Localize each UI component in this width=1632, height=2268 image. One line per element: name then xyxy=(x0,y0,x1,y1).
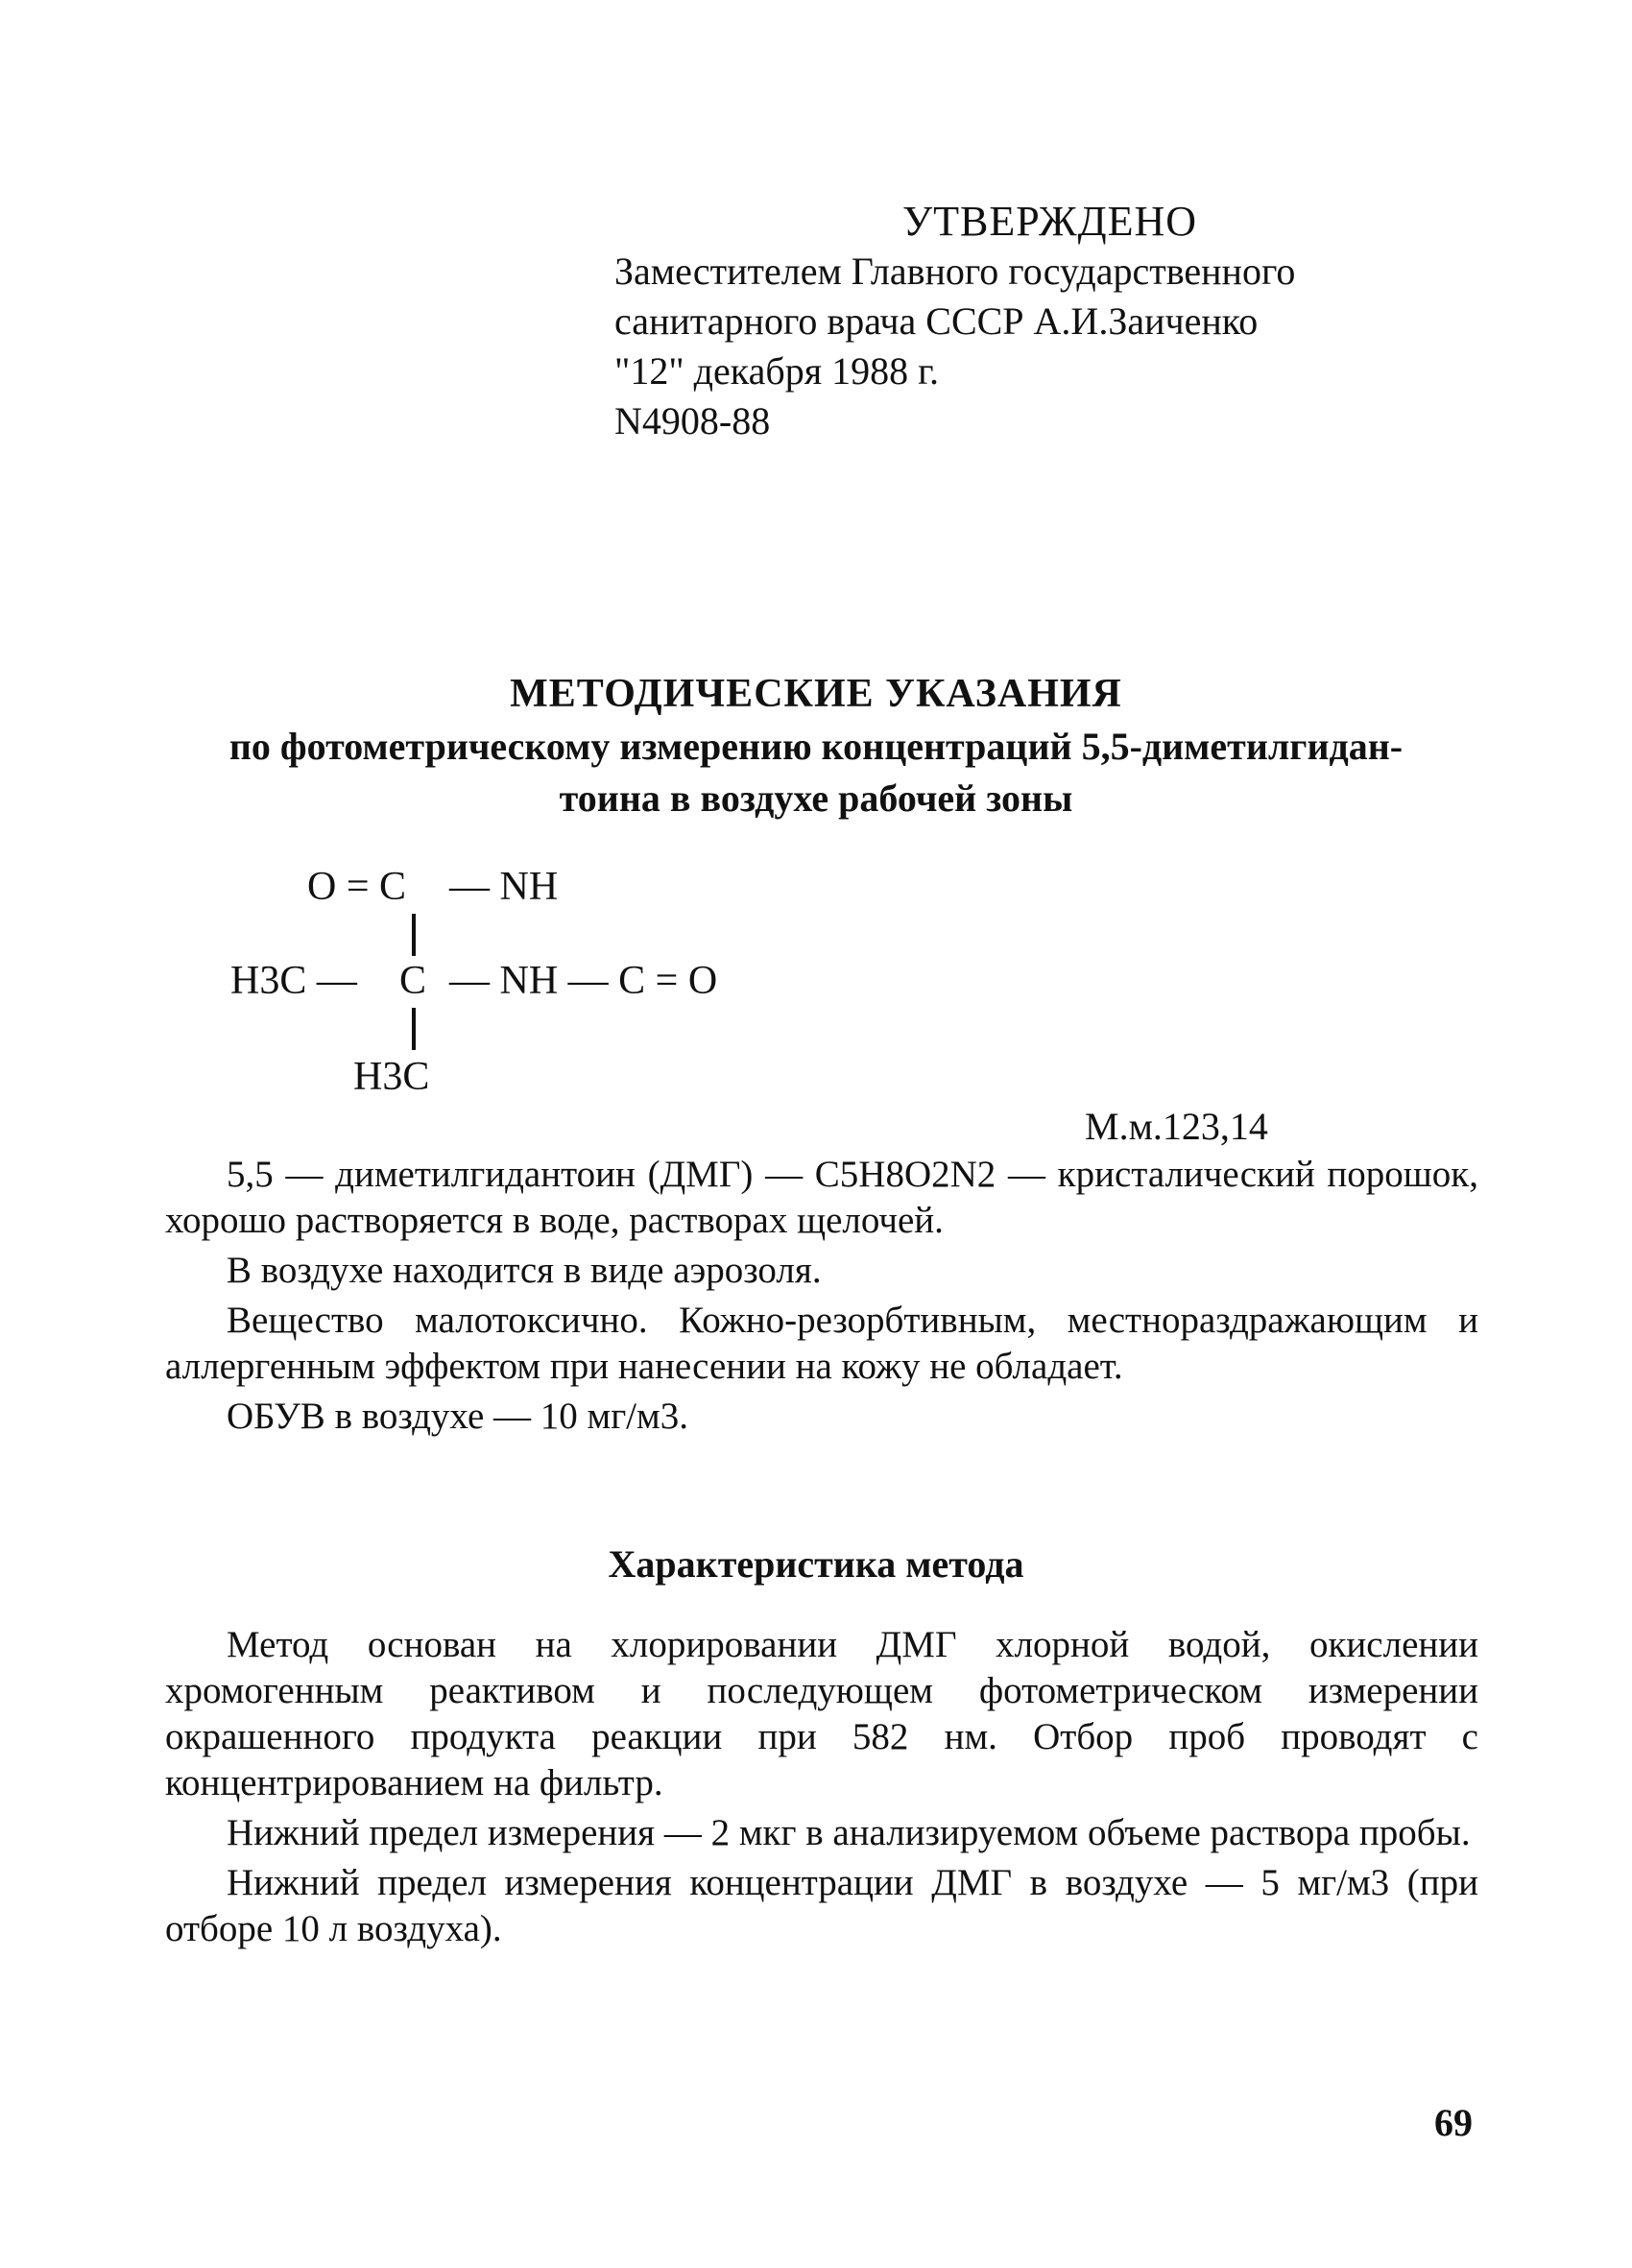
paragraph: Нижний предел измерения — 2 мкг в анализируемом объеме раствора пробы. xyxy=(227,1812,1471,1853)
formula-row2-carbon: C xyxy=(399,959,427,1003)
title-subtitle-line: тоина в воздухе рабочей зоны xyxy=(559,776,1073,820)
formula-row1-nh: — NH xyxy=(449,865,559,909)
formula-row2-methyl: H3C — xyxy=(230,959,357,1003)
molar-mass: М.м.123,14 xyxy=(1085,1105,1268,1148)
paragraph: ОБУВ в воздухе — 10 мг/м3. xyxy=(227,1396,688,1437)
formula-row2-rest: — NH — C = O xyxy=(449,959,718,1003)
formula-vertical-bond xyxy=(412,1008,416,1050)
formula-row3-methyl: H3C xyxy=(353,1055,430,1099)
page-number: 69 xyxy=(1434,2101,1473,2144)
paragraph: Метод основан на хлорировании ДМГ хлорной водой, окислении хромогенным реактивом и последующем фотометрическом измерении окрашенного продукта реакции при 582 нм. Отбор проб проводят с концентрированием на фильтр. xyxy=(165,1624,1478,1803)
formula-row1-carbonyl: O = C xyxy=(307,865,407,909)
paragraph: 5,5 — диметилгидантоин (ДМГ) — C5H8O2N2 — кристалический порошок, хорошо растворяется в воде, растворах щелочей. xyxy=(165,1154,1478,1241)
section-heading: Характеристика метода xyxy=(608,1542,1024,1586)
formula-vertical-bond xyxy=(412,914,416,956)
approval-number: N4908-88 xyxy=(614,399,771,442)
approval-line: Заместителем Главного государственного xyxy=(614,250,1296,293)
paragraph: Нижний предел измерения концентрации ДМГ в воздухе — 5 мг/м3 (при отборе 10 л воздуха). xyxy=(165,1862,1478,1949)
title-subtitle-line: по фотометрическому измерению концентраций 5,5-диметилгидан- xyxy=(228,725,1404,768)
approval-block xyxy=(614,197,1478,446)
approval-heading: УТВЕРЖДЕНО xyxy=(902,198,1198,245)
title-main: МЕТОДИЧЕСКИЕ УКАЗАНИЯ xyxy=(510,672,1122,716)
approval-line: санитарного врача СССР А.И.Заиченко xyxy=(614,299,1259,343)
approval-date: "12" декабря 1988 г. xyxy=(614,349,939,393)
document-title xyxy=(154,667,1478,824)
paragraph: В воздухе находится в виде аэрозоля. xyxy=(227,1250,822,1291)
structural-formula xyxy=(211,845,883,1133)
method-text xyxy=(165,1622,1478,1956)
intro-text xyxy=(165,1152,1478,1444)
paragraph: Вещество малотоксично. Кожно-резорбтивным, местнораздражающим и аллергенным эффектом при нанесении на кожу не обладает. xyxy=(165,1300,1478,1387)
